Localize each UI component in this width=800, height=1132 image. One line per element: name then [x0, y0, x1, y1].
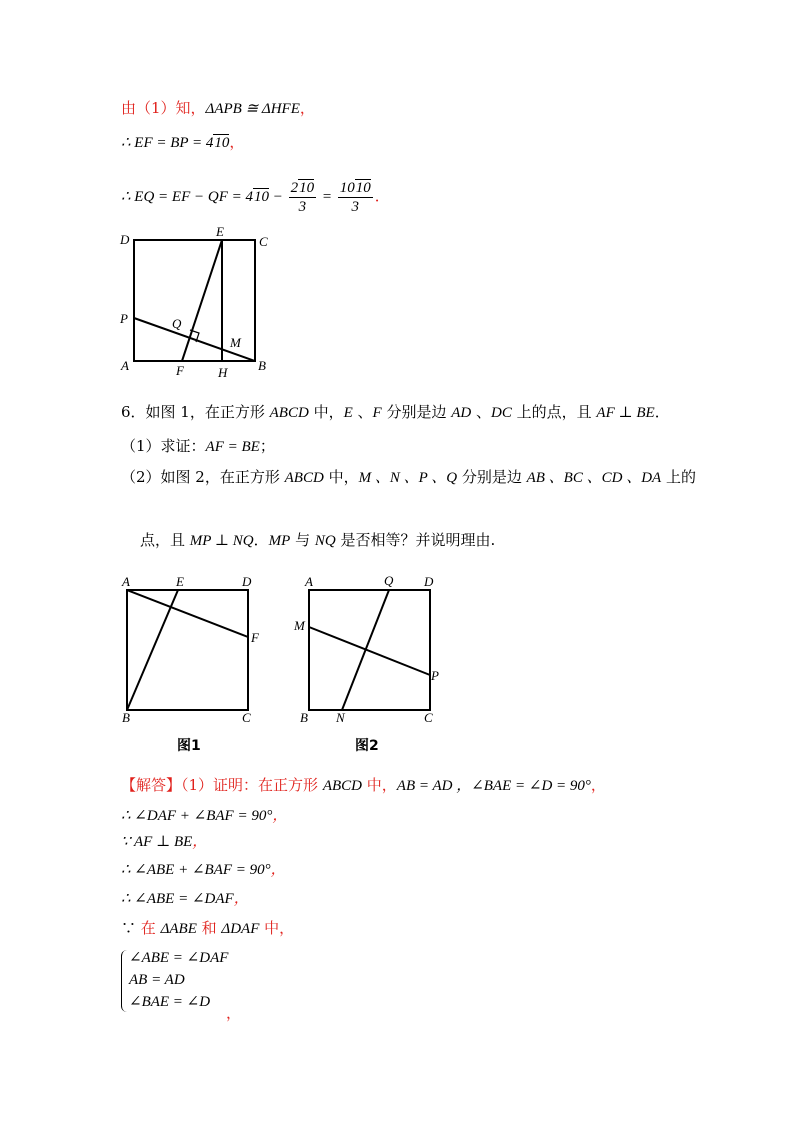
fig2-square	[309, 590, 430, 710]
fig2-segment-mp	[309, 627, 430, 675]
eq-equals-line	[121, 178, 390, 216]
fig1-segment-be	[127, 590, 178, 710]
fig2-label-a: A	[305, 574, 313, 589]
q2b-nq: NQ	[314, 533, 336, 549]
math-ad: AD	[451, 405, 472, 421]
q2b-prefix: 点，且	[140, 531, 190, 549]
fig2-segment-nq	[342, 590, 389, 710]
congruence-math: ΔAPB ≅ ΔHFE	[205, 101, 300, 117]
q2b-t2: 与	[290, 531, 315, 549]
problem-text: ．	[654, 403, 670, 421]
solution-line-2	[121, 806, 287, 826]
step-math: ∴ ∠ABE = ∠DAF	[121, 891, 234, 907]
segment-pb	[134, 318, 255, 361]
frac-den: 3	[298, 198, 307, 215]
segment-ef	[182, 240, 222, 361]
figure1-caption: 图1	[177, 738, 201, 754]
fig2-label-b: B	[300, 710, 308, 725]
punct: ，	[229, 133, 245, 151]
label-p: P	[120, 311, 128, 326]
label-f: F	[176, 363, 184, 378]
math-dc: DC	[491, 405, 512, 421]
solution-abcd: ABCD	[322, 778, 362, 794]
step-math: ∵ AF ⊥ BE	[121, 834, 193, 850]
text-middle: 中，	[259, 919, 295, 937]
triangle-daf: ΔDAF	[221, 921, 260, 937]
fig1-square	[127, 590, 248, 710]
sqrt-10: 10	[253, 189, 269, 205]
problem6-q1	[121, 436, 275, 457]
q1-end: ；	[259, 437, 275, 455]
system-brace	[121, 950, 128, 1012]
equals-sign: =	[318, 189, 336, 205]
punct: ，	[299, 99, 315, 117]
punct: ，	[270, 862, 286, 878]
problem-text: 、	[471, 403, 492, 421]
fig1-label-f: F	[251, 630, 259, 645]
label-q: Q	[172, 316, 182, 331]
q2-t3: 上的	[661, 468, 696, 486]
system-line-2: AB = AD	[129, 972, 185, 988]
triangle-abe: ΔABE	[160, 921, 197, 937]
ef-equation: ∴ EF = BP = 4	[121, 135, 214, 151]
right-angle-mark	[190, 330, 199, 342]
because-symbol: ∵	[121, 919, 137, 937]
label-c: C	[259, 234, 268, 249]
solution-line-3	[121, 832, 207, 852]
label-d: D	[120, 232, 130, 247]
solution-t1: 中，	[362, 776, 397, 794]
fig1-label-a: A	[122, 574, 130, 589]
square-abcd	[134, 240, 255, 361]
q2-prefix: （2）如图 2，在正方形	[121, 468, 285, 486]
problem-text: 、	[352, 403, 373, 421]
problem-text: 中，	[308, 403, 344, 421]
math-perp: AF ⊥ BE	[596, 405, 655, 421]
fig2-label-m: M	[294, 618, 305, 633]
fig2-label-p: P	[431, 668, 439, 683]
problem-text: 上的点，且	[511, 403, 597, 421]
fig1-label-c: C	[242, 710, 251, 725]
fig2-label-d: D	[424, 574, 434, 589]
solution-math: AB = AD ，∠BAE = ∠D = 90°	[396, 778, 591, 794]
q2-points: M 、N 、P 、Q	[358, 470, 458, 486]
problem-text: 分别是边	[381, 403, 452, 421]
label-a: A	[121, 358, 129, 373]
label-e: E	[216, 224, 224, 239]
problem-text: 6．如图 1，在正方形	[121, 403, 270, 421]
text-and: 和	[196, 919, 222, 937]
punct: ，	[590, 776, 606, 794]
q2b-t3: 是否相等？并说明理由.	[335, 531, 496, 549]
problem6-q2	[121, 467, 696, 488]
solution-line-5	[121, 889, 249, 909]
solution-line-6	[121, 918, 294, 939]
fig1-label-d: D	[242, 574, 252, 589]
q1-math: AF = BE	[205, 439, 260, 455]
fig1-label-b: B	[122, 710, 130, 725]
problem6-q2-cont	[140, 530, 495, 551]
sqrt-10: 10	[299, 179, 315, 196]
fig2-label-n: N	[336, 710, 345, 725]
sqrt-10: 10	[355, 179, 371, 196]
figure2-caption: 图2	[355, 738, 379, 754]
q2-sides: AB 、BC 、CD 、DA	[526, 470, 662, 486]
q2-t1: 中，	[323, 468, 359, 486]
label-h: H	[218, 365, 228, 380]
fig1-label-e: E	[176, 574, 184, 589]
eq-equation: ∴ EQ = EF − QF = 4	[121, 189, 253, 205]
punct: ，	[272, 808, 288, 824]
fig2-label-c: C	[424, 710, 433, 725]
frac-num-coef: 2	[290, 179, 299, 196]
solution-prefix: （1）证明：在正方形	[181, 776, 323, 794]
frac-num-coef: 10	[339, 179, 355, 196]
system-line-1: ∠ABE = ∠DAF	[129, 950, 229, 966]
ef-equals-line	[121, 132, 244, 153]
punct: ，	[192, 834, 208, 850]
fig1-segment-af	[127, 590, 248, 637]
step-math: ∴ ∠DAF + ∠BAF = 90°	[121, 808, 273, 824]
text-in: 在	[136, 919, 161, 937]
label-m: M	[230, 335, 241, 350]
fraction-result	[338, 179, 373, 216]
q2b-perp: MP ⊥ NQ	[189, 533, 254, 549]
step-math: ∴ ∠ABE + ∠BAF = 90°	[121, 862, 271, 878]
fig2-label-q: Q	[384, 573, 394, 588]
system-end-punct: ，	[226, 1004, 242, 1022]
known-congruence-line	[121, 98, 315, 119]
sqrt-10: 10	[214, 135, 230, 151]
q1-prefix: （1）求证：	[121, 437, 206, 455]
frac-den: 3	[351, 198, 359, 215]
label-b: B	[258, 358, 266, 373]
known-prefix: 由（1）知，	[121, 99, 206, 117]
q2-t2: 分别是边	[457, 468, 527, 486]
q2b-t1: ．	[253, 531, 269, 549]
solution-line-4	[121, 860, 286, 880]
punct: ，	[233, 891, 249, 907]
math-e: E	[343, 405, 353, 421]
q2-abcd: ABCD	[284, 470, 324, 486]
system-line-3: ∠BAE = ∠D	[129, 994, 211, 1010]
math-abcd: ABCD	[269, 405, 309, 421]
solution-tag: 【解答】	[121, 776, 182, 794]
problem6-statement	[121, 402, 670, 423]
minus-sign: −	[268, 189, 287, 205]
solution-line-1	[121, 775, 606, 796]
punct: ．	[374, 187, 390, 205]
q2b-mp: MP	[268, 533, 291, 549]
fraction-qf	[289, 179, 317, 216]
math-f: F	[372, 405, 382, 421]
